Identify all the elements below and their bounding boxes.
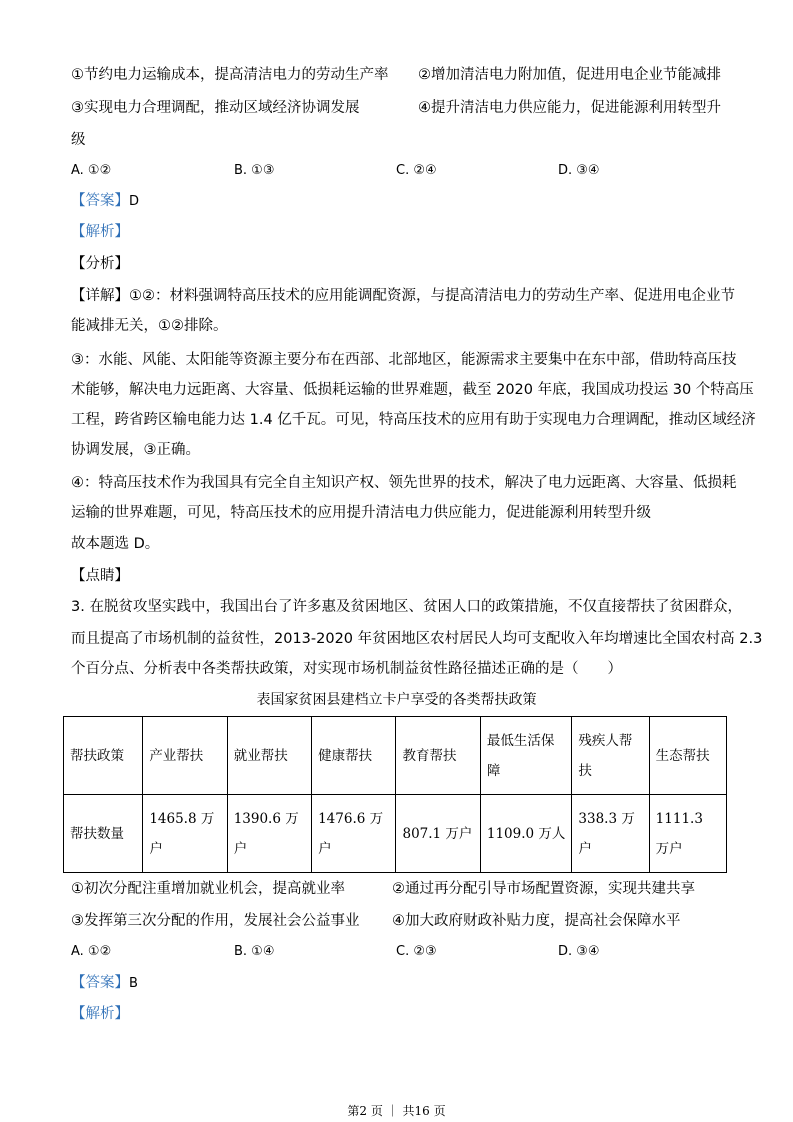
detail-line-3: ③：水能、风能、太阳能等资源主要分布在西部、北部地区，能源需求主要集中在东中部，借助特高压技 [71,352,737,368]
answer-line [71,191,139,212]
q3-option-1: ①初次分配注重增加就业机会，提高就业率 [71,881,345,897]
table-header-cell: 就业帮扶 [227,717,311,795]
table-cell: 338.3 万户 [572,795,649,873]
detail-line-4: 术能够，解决电力远距离、大容量、低损耗运输的世界难题，截至 2020 年底，我国成功投运 30 个特高压 [71,382,754,398]
table-cell: 帮扶数量 [64,795,143,873]
choice-b: B. ①③ [234,163,275,178]
q3-answer-value: B [129,976,138,991]
table-header-cell: 帮扶政策 [64,717,143,795]
table-cell: 1109.0 万人 [480,795,572,873]
table-header-row [64,717,727,795]
table-header-cell: 教育帮扶 [396,717,480,795]
q3-option-4: ④加大政府财政补贴力度，提高社会保障水平 [392,913,681,929]
answer-label: 【答案】 [71,193,129,209]
choice-a: A. ①② [71,163,112,178]
table-row [64,795,727,873]
conclusion: 故本题选 D。 [71,536,160,552]
table-header-cell: 健康帮扶 [312,717,396,795]
q3-option-2: ②通过再分配引导市场配置资源，实现共建共享 [392,881,695,897]
answer-value: D [129,194,140,209]
table-caption: 表国家贫困县建档立卡户享受的各类帮扶政策 [256,692,537,708]
table-cell: 807.1 万户 [396,795,480,873]
option-1: ①节约电力运输成本，提高清洁电力的劳动生产率 [71,67,389,83]
q3-choice-d: D. ③④ [558,944,600,959]
dianjing-label: 【点睛】 [71,568,129,584]
option-3: ③实现电力合理调配，推动区域经济协调发展 [71,100,360,116]
detail-line-5: 工程，跨省跨区输电能力达 1.4 亿千瓦。可见，特高压技术的应用有助于实现电力合理调配，推动区域经济 [71,412,756,428]
detail-line-1 [71,286,735,306]
fenxi-label: 【分析】 [71,256,129,272]
table-header-cell: 产业帮扶 [143,717,227,795]
q3-analysis-label: 【解析】 [71,1006,129,1022]
policy-table [63,716,727,873]
q3-choice-c: C. ②③ [396,944,437,959]
table-cell: 1465.8 万户 [143,795,227,873]
q3-answer-label: 【答案】 [71,975,129,991]
option-4-continued: 级 [71,132,86,148]
table-cell: 1111.3 万户 [649,795,726,873]
table-cell: 1390.6 万户 [227,795,311,873]
table-cell: 1476.6 万户 [312,795,396,873]
detail-line-7: ④：特高压技术作为我国具有完全自主知识产权、领先世界的技术，解决了电力远距离、大容量、低损耗 [71,475,737,491]
detail-line-6: 协调发展，③正确。 [71,442,200,458]
question-stem-2: 而且提高了市场机制的益贫性，2013-2020 年贫困地区农村居民人均可支配收入年均增速比全国农村高 2.3 [71,631,763,647]
detail-line-2: 能减排无关，①②排除。 [71,318,228,334]
q3-choice-a: A. ①② [71,944,112,959]
table-header-cell: 最低生活保障 [480,717,572,795]
page-footer: 第2 页 ｜ 共16 页 [347,1104,446,1118]
choice-c: C. ②④ [396,163,437,178]
detail-line-8: 运输的世界难题，可见，特高压技术的应用提升清洁电力供应能力，促进能源利用转型升级 [71,505,651,521]
option-2: ②增加清洁电力附加值，促进用电企业节能减排 [418,67,721,83]
q3-choice-b: B. ①④ [234,944,275,959]
option-4: ④提升清洁电力供应能力，促进能源利用转型升 [418,100,721,116]
q3-option-3: ③发挥第三次分配的作用，发展社会公益事业 [71,913,360,929]
question-stem-1: 3. 在脱贫攻坚实践中，我国出台了许多惠及贫困地区、贫困人口的政策措施，不仅直接帮扶了贫困群众， [71,599,742,615]
detail-label: 【详解】 [71,288,129,304]
q3-answer-line [71,973,138,994]
table-header-cell: 生态帮扶 [649,717,726,795]
question-stem-3: 个百分点、分析表中各类帮扶政策，对实现市场机制益贫性路径描述正确的是（ ） [71,661,622,677]
detail-text: ①②：材料强调特高压技术的应用能调配资源，与提高清洁电力的劳动生产率、促进用电企业节 [129,288,735,304]
choice-d: D. ③④ [558,163,600,178]
analysis-label: 【解析】 [71,224,129,240]
table-header-cell: 残疾人帮扶 [572,717,649,795]
